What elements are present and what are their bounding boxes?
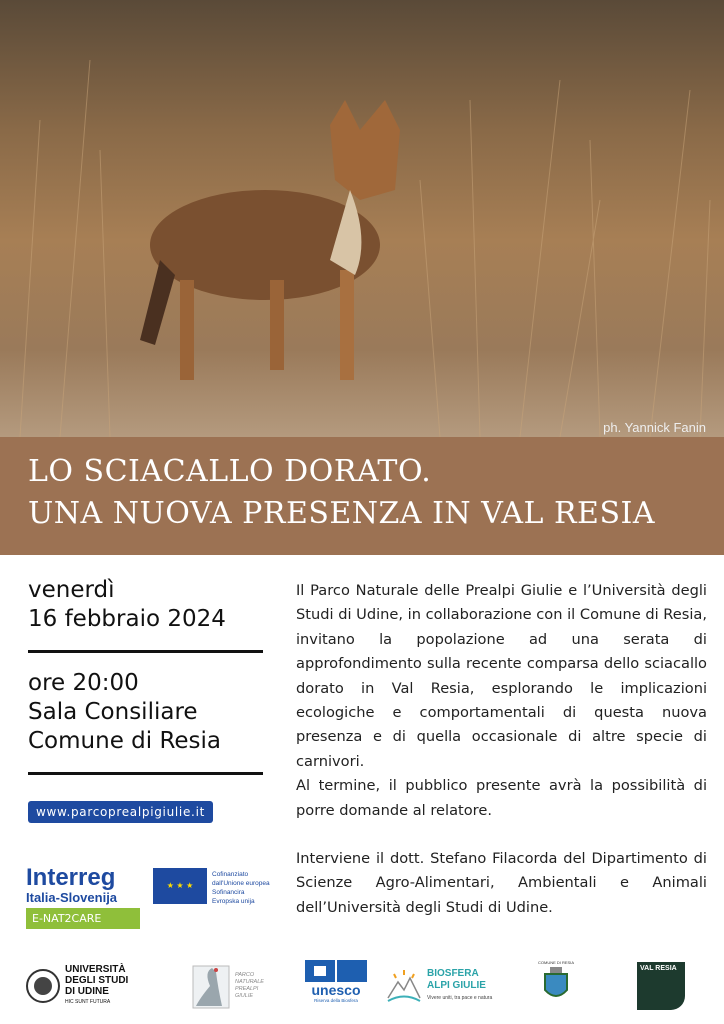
event-details — [28, 576, 263, 823]
grass-illustration — [0, 0, 724, 437]
divider — [28, 650, 263, 653]
speaker-paragraph: Interviene il dott. Stefano Filacorda del Dipartimento di Scienze Agro-Alimentari, Ambientali e Animali dell’Università degli Studi di Udine. — [296, 850, 707, 916]
description-paragraph: Al termine, il pubblico presente avrà la possibilità di porre domande al relatore. — [296, 777, 707, 819]
event-description — [296, 579, 707, 920]
photo-credit: ph. Yannick Fanin — [603, 420, 706, 435]
uniud-logo: UNIVERSITÀ DEGLI STUDI DI UDINE HIC SUNT FUTURA — [26, 960, 128, 1012]
title-line-2: UNA NUOVA PRESENZA IN VAL RESIA — [28, 496, 656, 531]
event-date: 16 febbraio 2024 — [28, 606, 226, 632]
comune-resia-logo: COMUNE DI RESIA — [538, 960, 574, 1012]
interreg-name: Interreg — [26, 864, 116, 891]
parco-logo: PARCO NATURALE PREALPI GIULIE — [192, 960, 264, 1012]
interreg-logo — [26, 866, 286, 936]
event-time: ore 20:00 — [28, 670, 139, 696]
bird-icon — [192, 962, 230, 1010]
ecomuseo-logo: VAL RESIA — [637, 960, 685, 1012]
website-link[interactable]: www.parcoprealpigiulie.it — [28, 801, 213, 823]
jackal-photo — [0, 0, 724, 437]
partner-logos — [0, 960, 724, 1016]
title-line-1: LO SCIACALLO DORATO. — [28, 454, 432, 489]
project-name: E-NAT2CARE — [26, 908, 140, 929]
unesco-temple-icon — [305, 960, 367, 982]
mountain-icon — [386, 968, 422, 1004]
eu-cofunding-text: Cofinanziato dall'Unione europea Sofinancira Evropska unija — [212, 871, 270, 905]
coat-of-arms-icon — [541, 966, 571, 1004]
interreg-program: Italia-Slovenija — [26, 890, 118, 905]
event-venue-town: Comune di Resia — [28, 728, 222, 754]
event-weekday: venerdì — [28, 577, 115, 603]
uniud-seal-icon — [26, 969, 60, 1003]
description-paragraph: Il Parco Naturale delle Prealpi Giulie e l’Università degli Studi di Udine, in collaborazione con il Comune di Resia, invitano la popolazione ad una serata di approfondimento sulla recente comparsa dello sciacallo dorato in Val Resia, esplorando le implicazioni ecologiche e comportamentali di questa nuova presenza e di quella occasionale di altre specie di carnivori. — [296, 582, 707, 770]
biosfera-logo: BIOSFERA ALPI GIULIE Vivere uniti, tra pace e natura — [386, 960, 492, 1012]
event-venue: Sala Consiliare — [28, 699, 198, 725]
unesco-logo: unesco Riserva della Biosfera — [305, 960, 367, 1012]
eu-flag-icon: ★ ★ ★ — [153, 868, 207, 904]
divider — [28, 772, 263, 775]
title-banner — [0, 437, 724, 555]
